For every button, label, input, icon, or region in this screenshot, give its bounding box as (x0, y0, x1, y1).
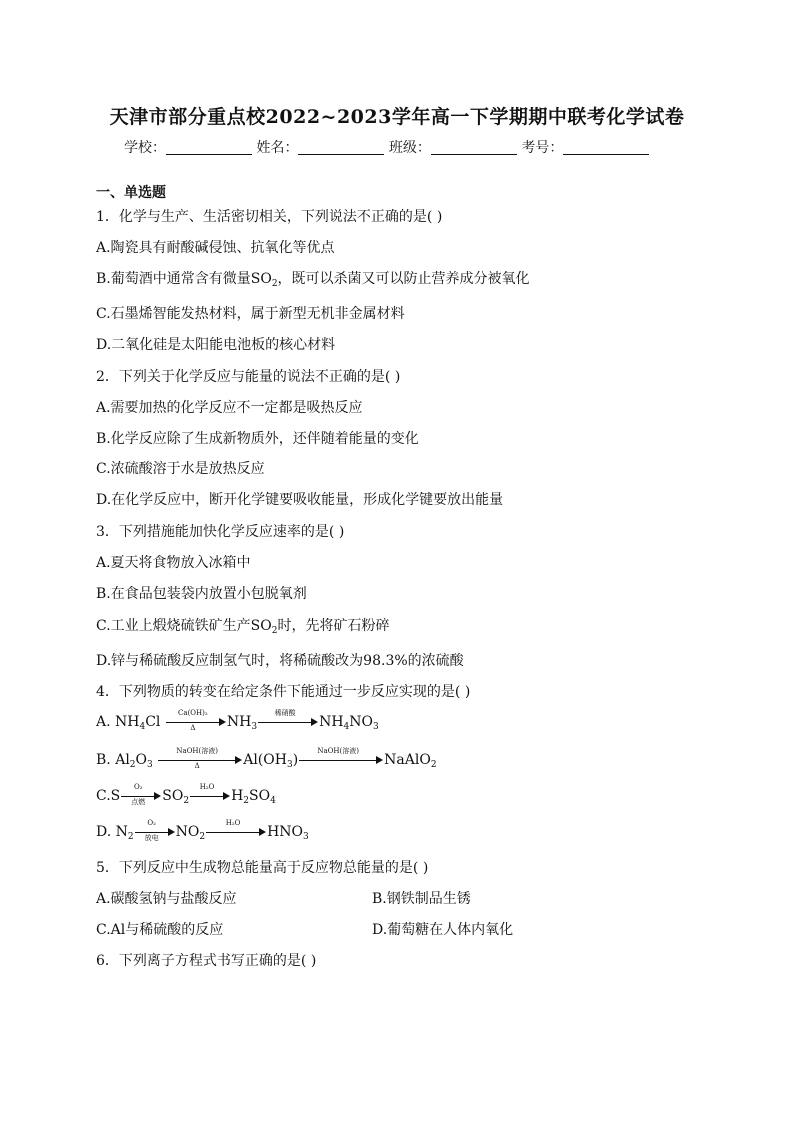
question-3-option-c (96, 615, 389, 636)
q4b-s3: NaAlO (384, 752, 431, 768)
arrow-condition-top: Ca(OH)₂ (178, 709, 208, 717)
question-2-option-c: C.浓硫酸溶于水是放热反应 (96, 461, 265, 477)
question-5-option-d: D.葡萄糖在人体内氧化 (372, 922, 514, 938)
reaction-arrow (158, 747, 242, 770)
reaction-arrow (166, 709, 226, 732)
question-5-option-a: A.碳酸氢钠与盐酸反应 (96, 891, 237, 907)
question-4-option-c (96, 783, 276, 806)
q4b-s1sub2: 3 (147, 760, 153, 770)
q4b-label: B. (96, 752, 111, 768)
question-1-stem: 1．化学与生产、生活密切相关，下列说法不正确的是( ) (96, 209, 443, 225)
q1b-sub: 2 (271, 279, 278, 289)
question-5-option-c: C.Al与稀硫酸的反应 (96, 922, 224, 938)
arrow-condition-top: NaOH(溶液) (317, 747, 359, 755)
name-label: 姓名： (256, 140, 299, 156)
q4d-s1sub: 2 (127, 832, 134, 842)
exam-title: 天津市部分重点校2022~2023学年高一下学期期中联考化学试卷 (109, 106, 685, 128)
class-blank (431, 140, 517, 155)
q4c-label: C. (96, 788, 111, 804)
question-2-stem: 2．下列关于化学反应与能量的说法不正确的是( ) (96, 369, 401, 385)
q4c-s3sub: 2 (243, 796, 250, 806)
question-3-option-a: A.夏天将食物放入冰箱中 (96, 555, 251, 571)
question-3-stem: 3．下列措施能加快化学反应速率的是( ) (96, 524, 345, 540)
class-label: 班级： (388, 140, 431, 156)
question-2-option-b: B.化学反应除了生成新物质外，还伴随着能量的变化 (96, 431, 419, 447)
q1b-text: B.葡萄酒中通常含有微量SO (96, 271, 272, 287)
arrow-condition-top: H₂O (225, 819, 241, 827)
question-5-option-b: B.钢铁制品生锈 (372, 891, 471, 907)
q4a-s3b: NO (349, 714, 374, 730)
q4c-s2sub: 2 (183, 796, 190, 806)
q4c-s2: SO (162, 788, 184, 804)
arrow-condition-bottom: Δ (190, 724, 196, 732)
q4b-s2sub: 3 (286, 760, 293, 770)
q4d-s3sub: 3 (303, 832, 309, 842)
q4d-s1: N (115, 824, 128, 840)
q3c-text: C.工业上煅烧硫铁矿生产SO (96, 618, 272, 634)
q4c-s1: S (110, 788, 121, 804)
question-4-option-b (96, 747, 437, 770)
id-label: 考号： (521, 140, 564, 156)
section-heading: 一、单选题 (96, 185, 166, 201)
q4c-s3: H (231, 788, 244, 804)
question-5-stem: 5．下列反应中生成物总能量高于反应物总能量的是( ) (96, 860, 429, 876)
q4c-s3sub2: 4 (270, 796, 276, 806)
q1b-text2: ，既可以杀菌又可以防止营养成分被氧化 (277, 271, 530, 287)
q4a-s3sub2: 3 (373, 722, 379, 732)
reaction-arrow (135, 819, 175, 842)
q3c-sub: 2 (271, 626, 278, 636)
q4b-s1sub: 2 (129, 760, 136, 770)
q4d-s3: HNO (267, 824, 304, 840)
question-3-option-d: D.锌与稀硫酸反应制氢气时，将稀硫酸改为98.3%的浓硫酸 (96, 653, 464, 669)
question-2-option-d: D.在化学反应中，断开化学键要吸收能量，形成化学键要放出能量 (96, 492, 504, 508)
question-4-stem: 4．下列物质的转变在给定条件下能通过一步反应实现的是( ) (96, 684, 471, 700)
q4b-s3sub: 2 (430, 760, 437, 770)
arrow-condition-bottom: Δ (194, 762, 200, 770)
q4a-s2: NH (226, 714, 252, 730)
q4d-label: D. (96, 824, 112, 840)
arrow-condition-top: O₂ (147, 819, 156, 827)
question-1-option-d: D.二氧化硅是太阳能电池板的核心材料 (96, 337, 336, 353)
q4d-s2: NO (175, 824, 200, 840)
q4a-label: A. (96, 714, 111, 730)
q4a-s3sub: 4 (343, 722, 350, 732)
question-1-option-c: C.石墨烯智能发热材料，属于新型无机非金属材料 (96, 306, 405, 322)
reaction-arrow (258, 709, 318, 729)
question-6-stem: 6．下列离子方程式书写正确的是( ) (96, 953, 317, 969)
q4b-s1b: O (135, 752, 148, 768)
id-blank (563, 140, 649, 155)
q4b-s1: Al (115, 752, 130, 768)
reaction-arrow (206, 819, 266, 839)
question-4-option-d (96, 819, 309, 842)
arrow-condition-top: H₂O (199, 783, 215, 791)
school-blank (166, 140, 252, 155)
reaction-arrow (190, 783, 230, 803)
student-info-line (124, 137, 649, 157)
reaction-arrow (299, 747, 383, 767)
q4a-s1sub: 4 (139, 722, 146, 732)
q4d-s2sub: 2 (199, 832, 206, 842)
question-2-option-a: A.需要加热的化学反应不一定都是吸热反应 (96, 400, 363, 416)
arrow-condition-top: O₂ (133, 783, 143, 791)
q4a-s2sub: 3 (251, 722, 258, 732)
q4c-s3b: SO (249, 788, 271, 804)
q4b-s2: Al(OH (243, 752, 287, 768)
q4a-s3: NH (319, 714, 344, 730)
question-1-option-a: A.陶瓷具有耐酸碱侵蚀、抗氧化等优点 (96, 240, 335, 256)
q4a-s1b: Cl (145, 714, 161, 730)
school-label: 学校： (124, 140, 166, 156)
question-4-option-a (96, 709, 379, 732)
question-1-option-b (96, 268, 530, 289)
arrow-condition-bottom: 放电 (144, 834, 159, 842)
arrow-condition-top: 稀硝酸 (274, 709, 296, 717)
question-3-option-b: B.在食品包装袋内放置小包脱氧剂 (96, 586, 307, 602)
arrow-condition-bottom: 点燃 (131, 798, 146, 806)
reaction-arrow (121, 783, 161, 806)
arrow-condition-top: NaOH(溶液) (176, 747, 218, 755)
name-blank (298, 140, 384, 155)
q4a-s1: NH (115, 714, 140, 730)
q4b-s2b: ) (292, 752, 299, 768)
q3c-text2: 时，先将矿石粉碎 (277, 618, 390, 634)
